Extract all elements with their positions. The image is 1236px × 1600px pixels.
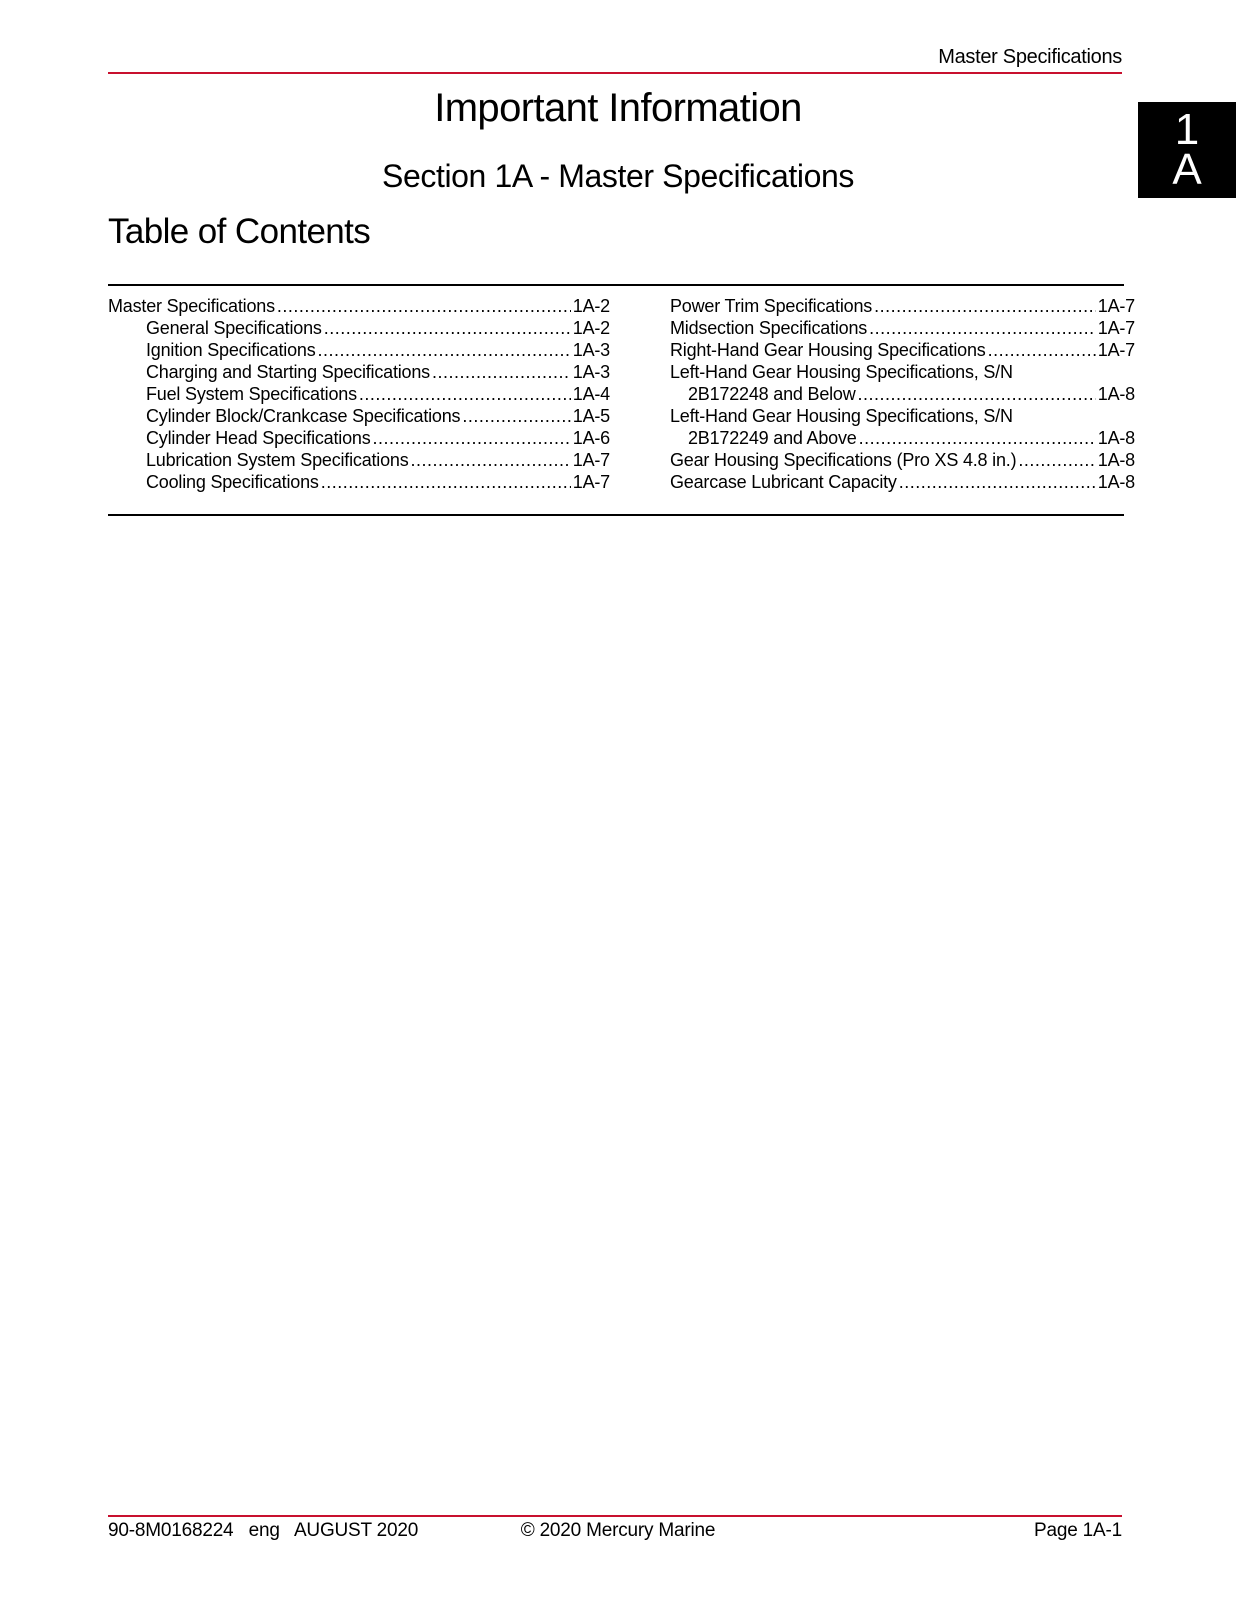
toc-leader (318, 340, 571, 361)
toc-entry-page: 1A-8 (1097, 428, 1135, 448)
header-rule (108, 72, 1122, 74)
toc-entry-page: 1A-4 (572, 384, 610, 404)
toc-entry-label: Cylinder Block/Crankcase Specifications (146, 406, 461, 426)
toc-entry[interactable] (670, 472, 1135, 494)
footer-document-id: 90-8M0168224 eng AUGUST 2020 (108, 1520, 419, 1541)
toc-entry[interactable] (670, 340, 1135, 362)
toc-entry-continuation[interactable] (670, 384, 1135, 406)
page-title: Important Information (434, 86, 802, 130)
toc-entry-page: 1A-7 (572, 450, 610, 470)
toc-entry-page: 1A-2 (572, 318, 610, 338)
toc-entry-first-line[interactable] (670, 362, 1135, 384)
toc-entry-label: Gearcase Lubricant Capacity (670, 472, 897, 492)
toc-entry-page: 1A-8 (1097, 384, 1135, 404)
toc-entry-label: Left-Hand Gear Housing Specifications, S/N (670, 406, 1013, 426)
toc-entry-label: Gear Housing Specifications (Pro XS 4.8 in.) (670, 450, 1017, 470)
toc-leader (859, 428, 1096, 449)
section-title: Section 1A - Master Specifications (382, 158, 854, 194)
footer-rule (108, 1515, 1122, 1517)
toc-leader (858, 384, 1096, 405)
toc-entry[interactable] (108, 428, 610, 450)
toc-entry-label: Master Specifications (108, 296, 275, 316)
toc-entry[interactable] (108, 362, 610, 384)
toc-entry-label: Midsection Specifications (670, 318, 868, 338)
section-tab-number: 1 (1174, 105, 1200, 154)
toc-entry-page: 1A-8 (1097, 472, 1135, 492)
toc-entry-page: 1A-6 (572, 428, 610, 448)
toc-entry[interactable] (108, 406, 610, 428)
toc-leader (411, 450, 571, 471)
toc-entry[interactable] (108, 472, 610, 494)
toc-entry-label-continued: 2B172249 and Above (688, 428, 857, 448)
toc-entry[interactable] (670, 296, 1135, 318)
toc-entry-page: 1A-7 (1097, 296, 1135, 316)
toc-entry[interactable] (108, 318, 610, 340)
toc-heading: Table of Contents (108, 212, 371, 251)
toc-leader (321, 472, 571, 493)
toc-leader (1018, 450, 1095, 471)
toc-entry-label: Left-Hand Gear Housing Specifications, S/N (670, 362, 1013, 382)
toc-entry[interactable] (108, 384, 610, 406)
toc-entry-continuation[interactable] (670, 428, 1135, 450)
toc-leader (373, 428, 571, 449)
toc-leader (324, 318, 571, 339)
toc-entry-label: Lubrication System Specifications (146, 450, 409, 470)
toc-leader (277, 296, 571, 317)
running-header-title: Master Specifications (938, 46, 1122, 68)
toc-top-rule (108, 284, 1124, 286)
toc-entry-label: General Specifications (146, 318, 322, 338)
toc-leader (874, 296, 1096, 317)
footer-page-number: Page 1A-1 (1034, 1520, 1122, 1541)
toc-leader (359, 384, 571, 405)
toc-entry-label: Right-Hand Gear Housing Specifications (670, 340, 986, 360)
toc-entry-page: 1A-8 (1097, 450, 1135, 470)
toc-leader (462, 406, 570, 427)
toc-entry[interactable] (670, 450, 1135, 472)
toc-entry-page: 1A-7 (1097, 340, 1135, 360)
toc-entry-page: 1A-7 (572, 472, 610, 492)
toc-entry-label: Ignition Specifications (146, 340, 316, 360)
footer-copyright: © 2020 Mercury Marine (520, 1520, 716, 1541)
toc-entry-page: 1A-5 (572, 406, 610, 426)
section-tab-letter: A (1172, 145, 1202, 194)
toc-leader (869, 318, 1096, 339)
toc-entry-label: Charging and Starting Specifications (146, 362, 430, 382)
toc-entry[interactable] (108, 340, 610, 362)
toc-leader (899, 472, 1096, 493)
toc-entry-page: 1A-3 (572, 340, 610, 360)
toc-entry-page: 1A-2 (572, 296, 610, 316)
toc-entry[interactable] (108, 296, 610, 318)
toc-entry-label-continued: 2B172248 and Below (688, 384, 856, 404)
toc-leader (432, 362, 571, 383)
toc-entry-page: 1A-3 (572, 362, 610, 382)
toc-entry-label: Fuel System Specifications (146, 384, 357, 404)
toc-entry-first-line[interactable] (670, 406, 1135, 428)
toc-left-column (108, 296, 610, 494)
toc-right-column (670, 296, 1135, 494)
toc-entry[interactable] (108, 450, 610, 472)
toc-entry-page: 1A-7 (1097, 318, 1135, 338)
toc-entry-label: Power Trim Specifications (670, 296, 873, 316)
toc-entry-label: Cooling Specifications (146, 472, 319, 492)
toc-leader (988, 340, 1096, 361)
toc-entry[interactable] (670, 318, 1135, 340)
toc-bottom-rule (108, 514, 1124, 516)
toc-entry-label: Cylinder Head Specifications (146, 428, 371, 448)
